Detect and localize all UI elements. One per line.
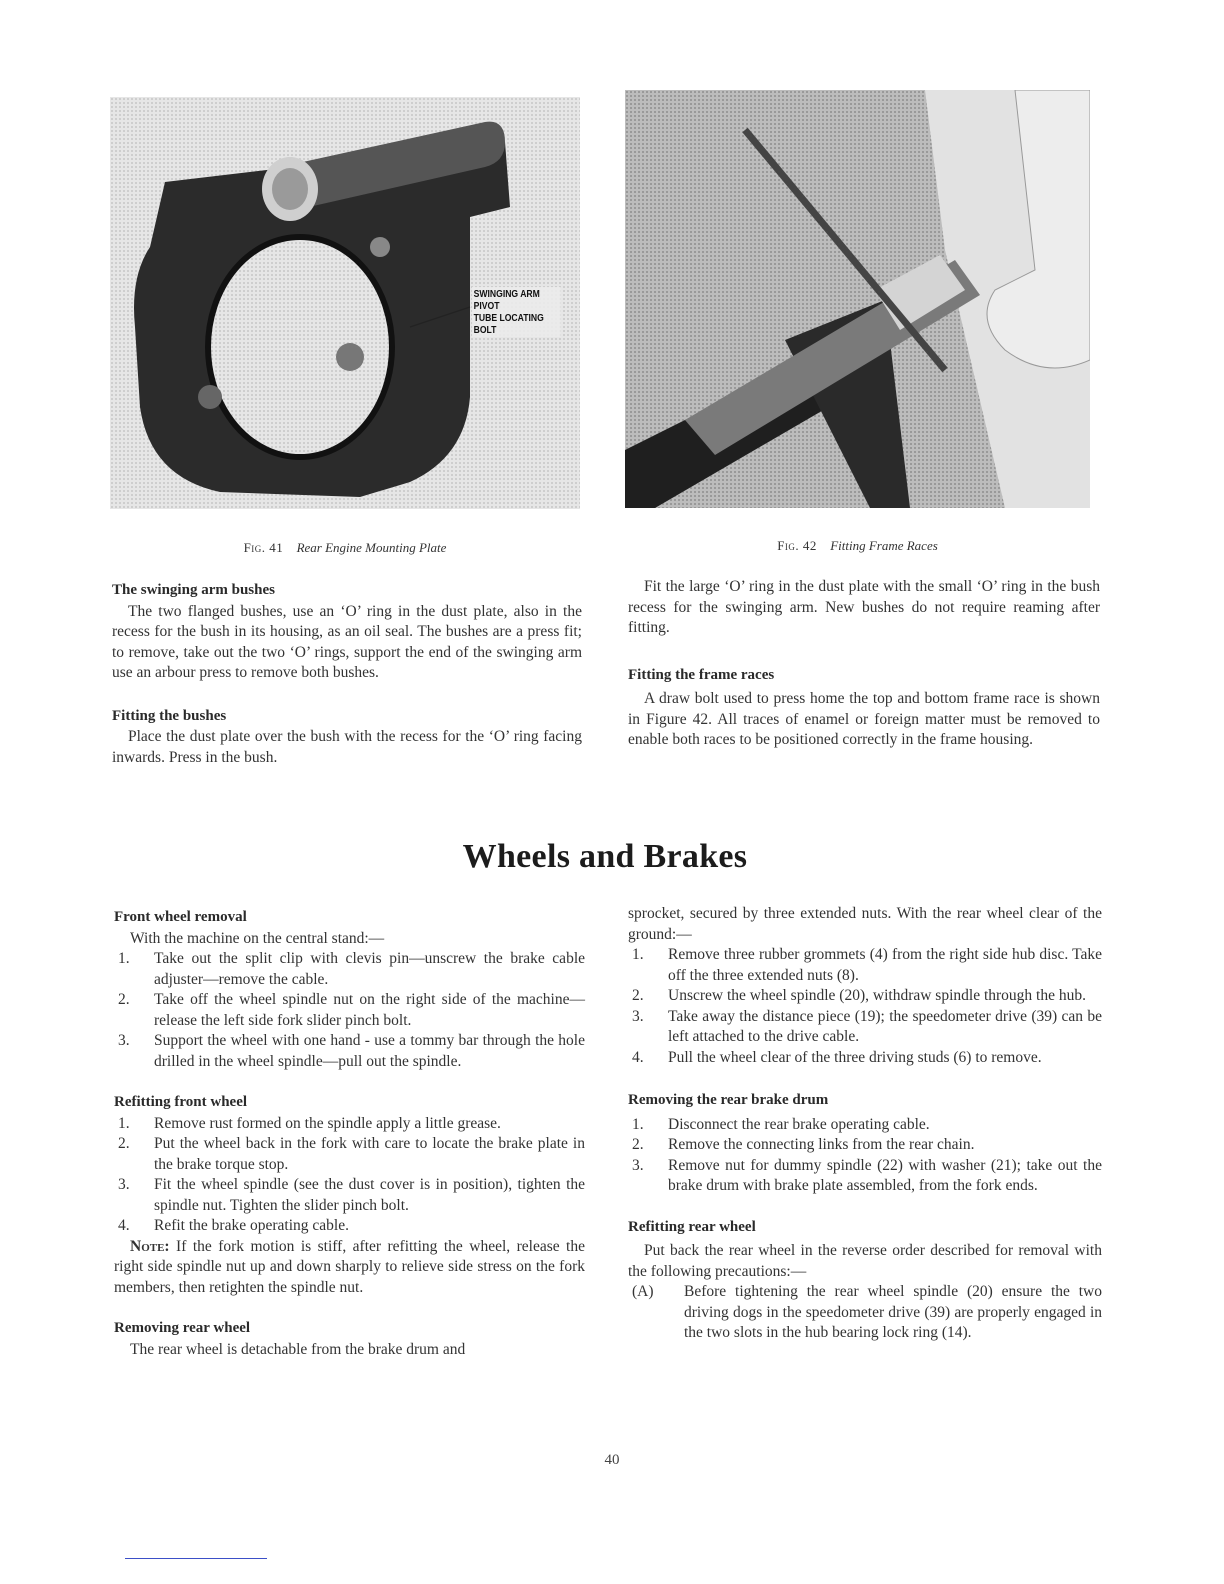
frame-races-image bbox=[625, 90, 1090, 508]
list-item: 2. Put the wheel back in the fork with care to locate the brake plate in the brake torque stop. bbox=[118, 1135, 585, 1173]
intro-paragraph: Fit the large ‘O’ ring in the dust plate with the small ‘O’ ring in the bush recess for the swinging arm. New bushes do not require reaming after fitting. bbox=[628, 578, 1100, 636]
section-heading: Refitting front wheel bbox=[114, 1094, 248, 1110]
step-list bbox=[628, 1282, 1102, 1344]
figure-41-caption bbox=[110, 540, 580, 556]
figure-42-caption bbox=[625, 538, 1090, 554]
footer-rule bbox=[125, 1558, 267, 1559]
section-text: A draw bolt used to press home the top and bottom frame race is shown in Figure 42. All traces of enamel or foreign matter must be removed to enable both races to be positioned correctly in the frame housing. bbox=[628, 690, 1100, 748]
section-intro: Put back the rear wheel in the reverse order described for removal with the following precautions:— bbox=[628, 1242, 1102, 1280]
figure-41-number: Fig. 41 bbox=[243, 540, 284, 555]
list-item: 1. Disconnect the rear brake operating cable. bbox=[632, 1115, 930, 1133]
bottom-right-column bbox=[628, 904, 1102, 1344]
bottom-left-column bbox=[114, 907, 585, 1360]
section-heading: Removing rear wheel bbox=[114, 1320, 251, 1336]
figure-41-photo bbox=[110, 97, 580, 509]
figure-41-title: Rear Engine Mounting Plate bbox=[296, 540, 447, 555]
step-list bbox=[628, 1115, 1102, 1197]
note-label: Note: bbox=[130, 1237, 170, 1255]
page-number: 40 bbox=[604, 1452, 620, 1468]
section-heading: Refitting rear wheel bbox=[628, 1218, 756, 1235]
list-item: 3. Remove nut for dummy spindle (22) with washer (21); take out the brake drum with brake plate assembled, from the fork ends. bbox=[632, 1156, 1102, 1194]
list-item: 3. Support the wheel with one hand - use a tommy bar through the hole drilled in the wheel spindle—pull out the spindle. bbox=[118, 1032, 585, 1070]
list-item: (A) Before tightening the rear wheel spindle (20) ensure the two driving dogs in the speedometer drive (39) are properly engaged in the two slots in the hub bearing lock ring (14). bbox=[632, 1283, 1102, 1341]
section-heading: Front wheel removal bbox=[114, 909, 247, 925]
figure-42-title: Fitting Frame Races bbox=[830, 538, 938, 553]
step-list bbox=[628, 945, 1102, 1068]
list-item: 1. Take out the split clip with clevis pin—unscrew the brake cable adjuster—remove the cable. bbox=[118, 950, 585, 988]
step-list bbox=[114, 949, 585, 1072]
section-heading: The swinging arm bushes bbox=[112, 582, 275, 598]
section-text: Place the dust plate over the bush with the recess for the ‘O’ ring facing inwards. Press in the bush. bbox=[112, 728, 582, 766]
figure-41-callout: SWINGING ARM PIVOT TUBE LOCATING BOLT bbox=[472, 287, 561, 337]
top-left-column bbox=[112, 580, 582, 768]
section-heading: Removing the rear brake drum bbox=[628, 1092, 829, 1108]
note-text: If the fork motion is stiff, after refitting the wheel, release the right side spindle nut up and down sharply to relieve side stress on the fork members, then retighten the spindle nut. bbox=[114, 1237, 585, 1296]
continued-paragraph: sprocket, secured by three extended nuts. With the rear wheel clear of the ground:— bbox=[628, 905, 1102, 943]
note-paragraph bbox=[114, 1237, 585, 1299]
list-item: 2. Remove the connecting links from the rear chain. bbox=[632, 1136, 975, 1153]
section-heading: Fitting the bushes bbox=[112, 707, 227, 724]
section-text: The two flanged bushes, use an ‘O’ ring in the dust plate, also in the recess for the bush in its housing, as an oil seal. The bushes are a press fit; to remove, take out the two ‘O’ rings, support the end of the swinging arm use an arbour press to remove both bushes. bbox=[112, 602, 582, 681]
list-item: 1. Remove three rubber grommets (4) from the right side hub disc. Take off the three extended nuts (8). bbox=[632, 946, 1102, 984]
top-right-column bbox=[628, 577, 1100, 751]
list-item: 4. Refit the brake operating cable. bbox=[118, 1217, 349, 1234]
step-list bbox=[114, 1114, 585, 1237]
list-item: 1. Remove rust formed on the spindle apply a little grease. bbox=[118, 1114, 501, 1132]
section-text: The rear wheel is detachable from the brake drum and bbox=[130, 1340, 466, 1358]
section-heading: Fitting the frame races bbox=[628, 666, 775, 683]
figure-42-number: Fig. 42 bbox=[777, 538, 817, 553]
chapter-title: Wheels and Brakes bbox=[462, 838, 748, 875]
list-item: 3. Fit the wheel spindle (see the dust cover is in position), tighten the spindle nut. Tighten the slider pinch bolt. bbox=[118, 1176, 585, 1214]
list-item: 4. Pull the wheel clear of the three driving studs (6) to remove. bbox=[632, 1048, 1042, 1066]
section-intro: With the machine on the central stand:— bbox=[130, 929, 385, 947]
figure-42-photo bbox=[625, 90, 1090, 508]
list-item: 2. Take off the wheel spindle nut on the right side of the machine—release the left side fork slider pinch bolt. bbox=[118, 991, 585, 1029]
list-item: 3. Take away the distance piece (19); the speedometer drive (39) can be left attached to the drive cable. bbox=[632, 1007, 1102, 1045]
list-item: 2. Unscrew the wheel spindle (20), withdraw spindle through the hub. bbox=[632, 987, 1086, 1004]
